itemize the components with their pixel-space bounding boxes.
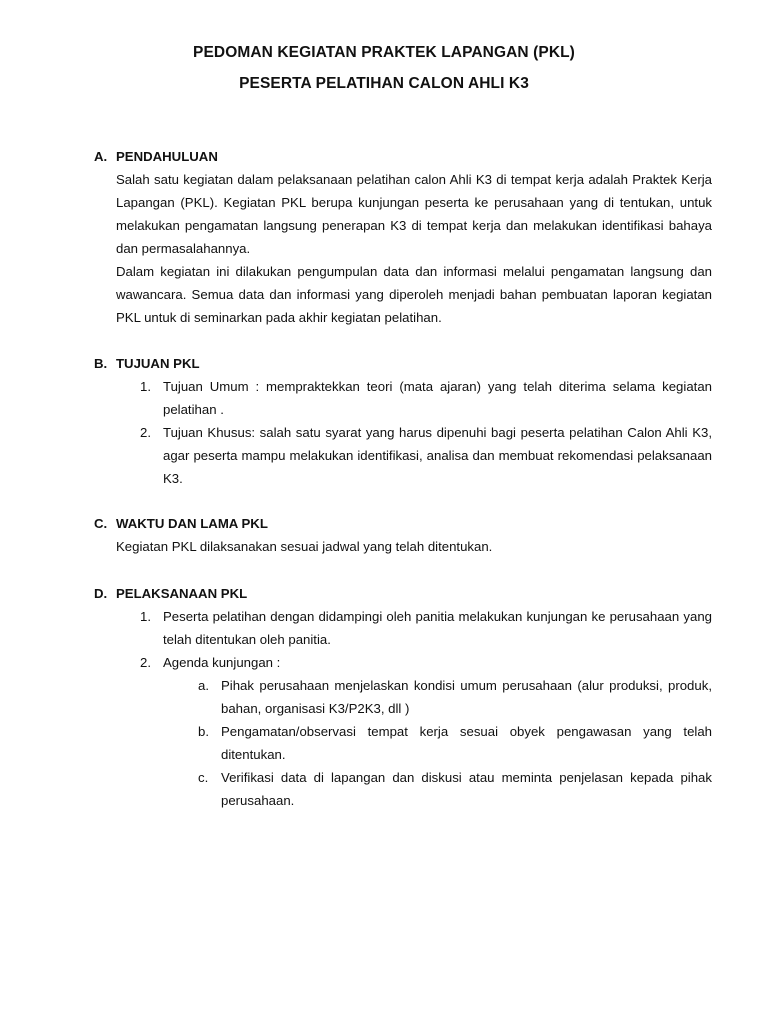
sub-list-marker: c. [198, 770, 209, 785]
list-item [140, 605, 712, 651]
section-paragraph: Salah satu kegiatan dalam pelaksanaan pelatihan calon Ahli K3 di tempat kerja adalah Praktek Kerja Lapangan (PKL). Kegiatan PKL berupa kunjungan peserta ke perusahaan yang di tentukan, untuk melakukan pengamatan langsung penerapan K3 di tempat kerja dan melakukan identifikasi bahaya dan permasalahannya. [116, 172, 712, 256]
sub-list-item [198, 674, 712, 720]
sub-list-item-text: Verifikasi data di lapangan dan diskusi atau meminta penjelasan kepada pihak perusahaan. [221, 770, 712, 808]
sub-list-item-text: Pengamatan/observasi tempat kerja sesuai obyek pengawasan yang telah ditentukan. [221, 724, 712, 762]
list-item [140, 651, 712, 674]
section-letter: C. [94, 516, 108, 531]
section-title: PENDAHULUAN [116, 149, 218, 164]
sub-list-item-text: Pihak perusahaan menjelaskan kondisi umum perusahaan (alur produksi, produk, bahan, organisasi K3/P2K3, dll ) [221, 678, 712, 716]
document-title-line2: PESERTA PELATIHAN CALON AHLI K3 [239, 75, 529, 92]
section-letter: D. [94, 586, 108, 601]
list-item-text: Agenda kunjungan : [163, 655, 281, 670]
list-marker: 1. [140, 609, 151, 624]
section-heading [94, 146, 712, 168]
section-paragraph: Kegiatan PKL dilaksanakan sesuai jadwal yang telah ditentukan. [116, 539, 493, 554]
list-marker: 1. [140, 379, 151, 394]
list-item-text: Tujuan Umum : mempraktekkan teori (mata ajaran) yang telah diterima selama kegiatan pelatihan . [163, 379, 712, 417]
section-paragraph: Dalam kegiatan ini dilakukan pengumpulan data dan informasi melalui pengamatan langsung dan wawancara. Semua data dan informasi yang diperoleh menjadi bahan pembuatan laporan kegiatan PKL untuk di seminarkan pada akhir kegiatan pelatihan. [116, 264, 712, 325]
section-waktu [94, 513, 712, 558]
section-title: WAKTU DAN LAMA PKL [116, 516, 268, 531]
list-marker: 2. [140, 425, 151, 440]
section-pelaksanaan [94, 583, 712, 812]
section-letter: A. [94, 149, 108, 164]
section-heading [94, 513, 712, 535]
section-tujuan [94, 353, 712, 490]
section-pendahuluan [94, 146, 712, 329]
list-item-text: Tujuan Khusus: salah satu syarat yang harus dipenuhi bagi peserta pelatihan Calon Ahli K3, agar peserta mampu melakukan identifikasi, analisa dan membuat rekomendasi pelaksanaan K3. [163, 425, 712, 486]
list-item [140, 375, 712, 421]
document-title-line1: PEDOMAN KEGIATAN PRAKTEK LAPANGAN (PKL) [193, 44, 575, 61]
sub-list-item [198, 766, 712, 812]
section-heading [94, 353, 712, 375]
section-title: TUJUAN PKL [116, 356, 200, 371]
list-item [140, 421, 712, 490]
list-marker: 2. [140, 655, 151, 670]
section-letter: B. [94, 356, 108, 371]
sub-list-marker: b. [198, 724, 209, 739]
sub-list-marker: a. [198, 678, 209, 693]
section-heading [94, 583, 712, 605]
sub-list-item [198, 720, 712, 766]
section-title: PELAKSANAAN PKL [116, 586, 248, 601]
list-item-text: Peserta pelatihan dengan didampingi oleh panitia melakukan kunjungan ke perusahaan yang telah ditentukan oleh panitia. [163, 609, 712, 647]
